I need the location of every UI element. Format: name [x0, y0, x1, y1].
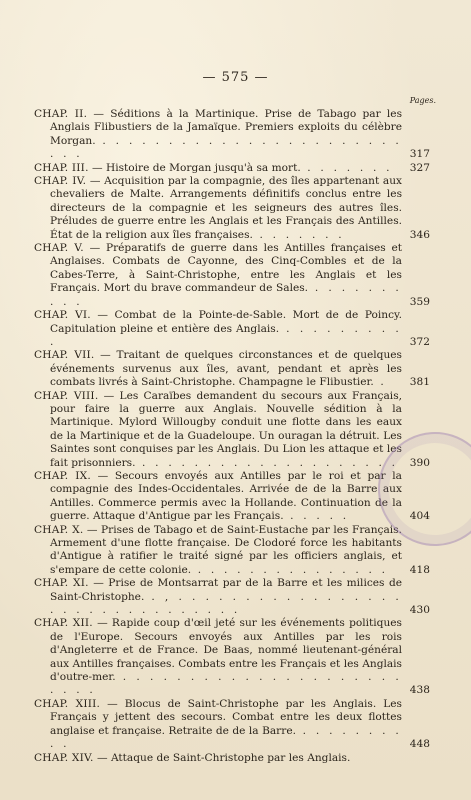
chapter-summary: — Rapide coup d'œil jeté sur les événements politiques de l'Europe. Secours envoyés aux Antilles par les rois d'Angleterre et de France. De Baas, nommé lieutenant-général aux Antilles françaises. Combats entre les Français et les Anglais d'outre-mer.: [50, 617, 402, 684]
chapter-summary: — Attaque de Saint-Christophe par les Anglais.: [93, 751, 351, 764]
chapter-summary: — Prise de Montsarrat par de la Barre et les milices de Saint-Christophe.: [50, 577, 402, 603]
chapter-label: CHAP. XIV.: [34, 751, 94, 764]
chapter-summary: — Traitant de quelques circonstances et de quelques événements survenus aux îles, avant, pendant et après les combats livrés à Saint-Christophe. Champagne le Flibustier.: [50, 349, 402, 389]
toc-entry: [34, 617, 430, 697]
chapter-label: CHAP. XII.: [34, 617, 93, 630]
chapter-label: CHAP. VI.: [34, 309, 91, 322]
page-ref: 327: [409, 161, 430, 174]
dot-leader: . . . . . . . . . .: [50, 282, 402, 308]
dot-leader: . . . . . . .: [300, 161, 393, 174]
toc-entry: [34, 175, 430, 242]
chapter-label: CHAP. XI.: [34, 577, 89, 590]
toc-entry: [34, 390, 430, 470]
toc-entry: [34, 162, 430, 175]
chapter-label: CHAP. V.: [34, 242, 84, 255]
dot-leader: . . . . .: [283, 510, 350, 523]
toc-entry: [34, 349, 430, 389]
chapter-summary: — Séditions à la Martinique. Prise de Tabago par les Anglais Flibustiers de la Jamaïque. Premiers exploits du célèbre Morgan.: [50, 108, 403, 147]
page-ref: 438: [409, 684, 430, 697]
chapter-label: CHAP. IX.: [34, 469, 91, 482]
pages-column-label: Pages.: [409, 96, 436, 105]
toc-entry: [34, 577, 430, 617]
toc-entry: [34, 698, 430, 752]
dot-leader: . . . . . . . . . . . . . . . . . . . . . . . . . .: [50, 134, 402, 161]
page-number: — 575 —: [202, 70, 269, 85]
page-ref: 372: [409, 335, 430, 348]
chapter-summary: — Prises de Tabago et de Saint-Eustache par les Français. Armement d'une flotte française. De Clodoré force les habitants d'Antigue à ratifier le traité signé par les officiers anglais, et s'empare de cette colonie.: [50, 523, 402, 576]
chapter-summary: — Combat de la Pointe-de-Sable. Mort de de Poincy. Capitulation pleine et entière des Anglais.: [50, 309, 402, 335]
table-of-contents: [34, 108, 430, 765]
dot-leader: .: [373, 376, 387, 389]
chapter-label: CHAP. II.: [34, 108, 88, 120]
chapter-label: CHAP. VII.: [34, 349, 95, 362]
toc-entry: [34, 108, 430, 162]
chapter-label: CHAP. VIII.: [34, 389, 99, 402]
dot-leader: . . . . . . . . . . . . . . . . . . . .: [135, 456, 399, 469]
page-ref: 317: [409, 148, 430, 161]
chapter-label: CHAP. X.: [34, 523, 84, 536]
dot-leader: . . . . . . . . . . . . . . .: [191, 563, 389, 576]
dot-leader: . . . . . . . . . .: [50, 322, 402, 348]
page-ref: 359: [409, 295, 430, 308]
chapter-summary: — Les Caraïbes demandent du secours aux Français, pour faire la guerre aux Anglais. Nouvelle sédition à la Martinique. Mylord Willougby conduit une flotte dans les eaux de la Martinique et de la Guadeloupe. Un ouragan la détruit. Les Saintes sont conquises par les Anglais. Du Lion les attaque et les fait prisonniers.: [50, 389, 402, 469]
page-ref: 430: [409, 604, 430, 617]
page-ref: 418: [409, 563, 430, 576]
chapter-label: CHAP. III.: [34, 161, 89, 174]
chapter-summary: — Secours envoyés aux Antilles par le roi et par la compagnie des Indes-Occidentales. Arrivée de de la Barre aux Antilles. Commerce permis avec la Hollande. Continuation de la guerre. Attaque d'Antigue par les Français.: [50, 469, 402, 523]
page-ref: 346: [409, 228, 430, 241]
chapter-summary: — Préparatifs de guerre dans les Antilles françaises et Anglaises. Combats de Cayonne, des Cinq-Combles et de la Cabes-Terre, à Saint-Christophe, entre les Anglais et les Français. Mort du brave commandeur de Sales.: [50, 242, 402, 295]
chapter-summary: — Acquisition par la compagnie, des îles appartenant aux chevaliers de Malte. Arrangements définitifs conclus entre les directeurs de la compagnie et les seigneurs des autres îles. Préludes de guerre entre les Anglais et les Français des Antilles. État de la religion aux îles françaises.: [50, 175, 402, 241]
page-ref: 390: [409, 456, 430, 469]
page-ref: 381: [409, 376, 430, 389]
dot-leader: . . . . . . .: [252, 228, 345, 241]
toc-entry: [34, 242, 430, 309]
dot-leader: . . . . . . . . . . . . . . . . . . . . . . . . .: [50, 671, 402, 697]
chapter-label: CHAP. XIII.: [34, 697, 101, 710]
toc-entry: [34, 752, 430, 765]
toc-entry: [34, 309, 430, 349]
toc-entry: [34, 524, 430, 578]
page-ref: 404: [409, 510, 430, 523]
chapter-label: CHAP. IV.: [34, 175, 87, 188]
page-ref: 448: [409, 738, 430, 751]
chapter-summary: — Blocus de Saint-Christophe par les Anglais. Les Français y jettent des secours. Combat entre les deux flottes anglaise et française. Retraite de de la Barre.: [50, 697, 402, 737]
toc-entry: [34, 470, 430, 524]
dot-leader: . , . . . . . . . . . . . . . . . . . . . . . . . . . . . . . . . .: [50, 590, 402, 617]
dot-leader: . . . . . . . . . .: [50, 724, 402, 751]
chapter-summary: — Histoire de Morgan jusqu'à sa mort.: [88, 161, 301, 174]
